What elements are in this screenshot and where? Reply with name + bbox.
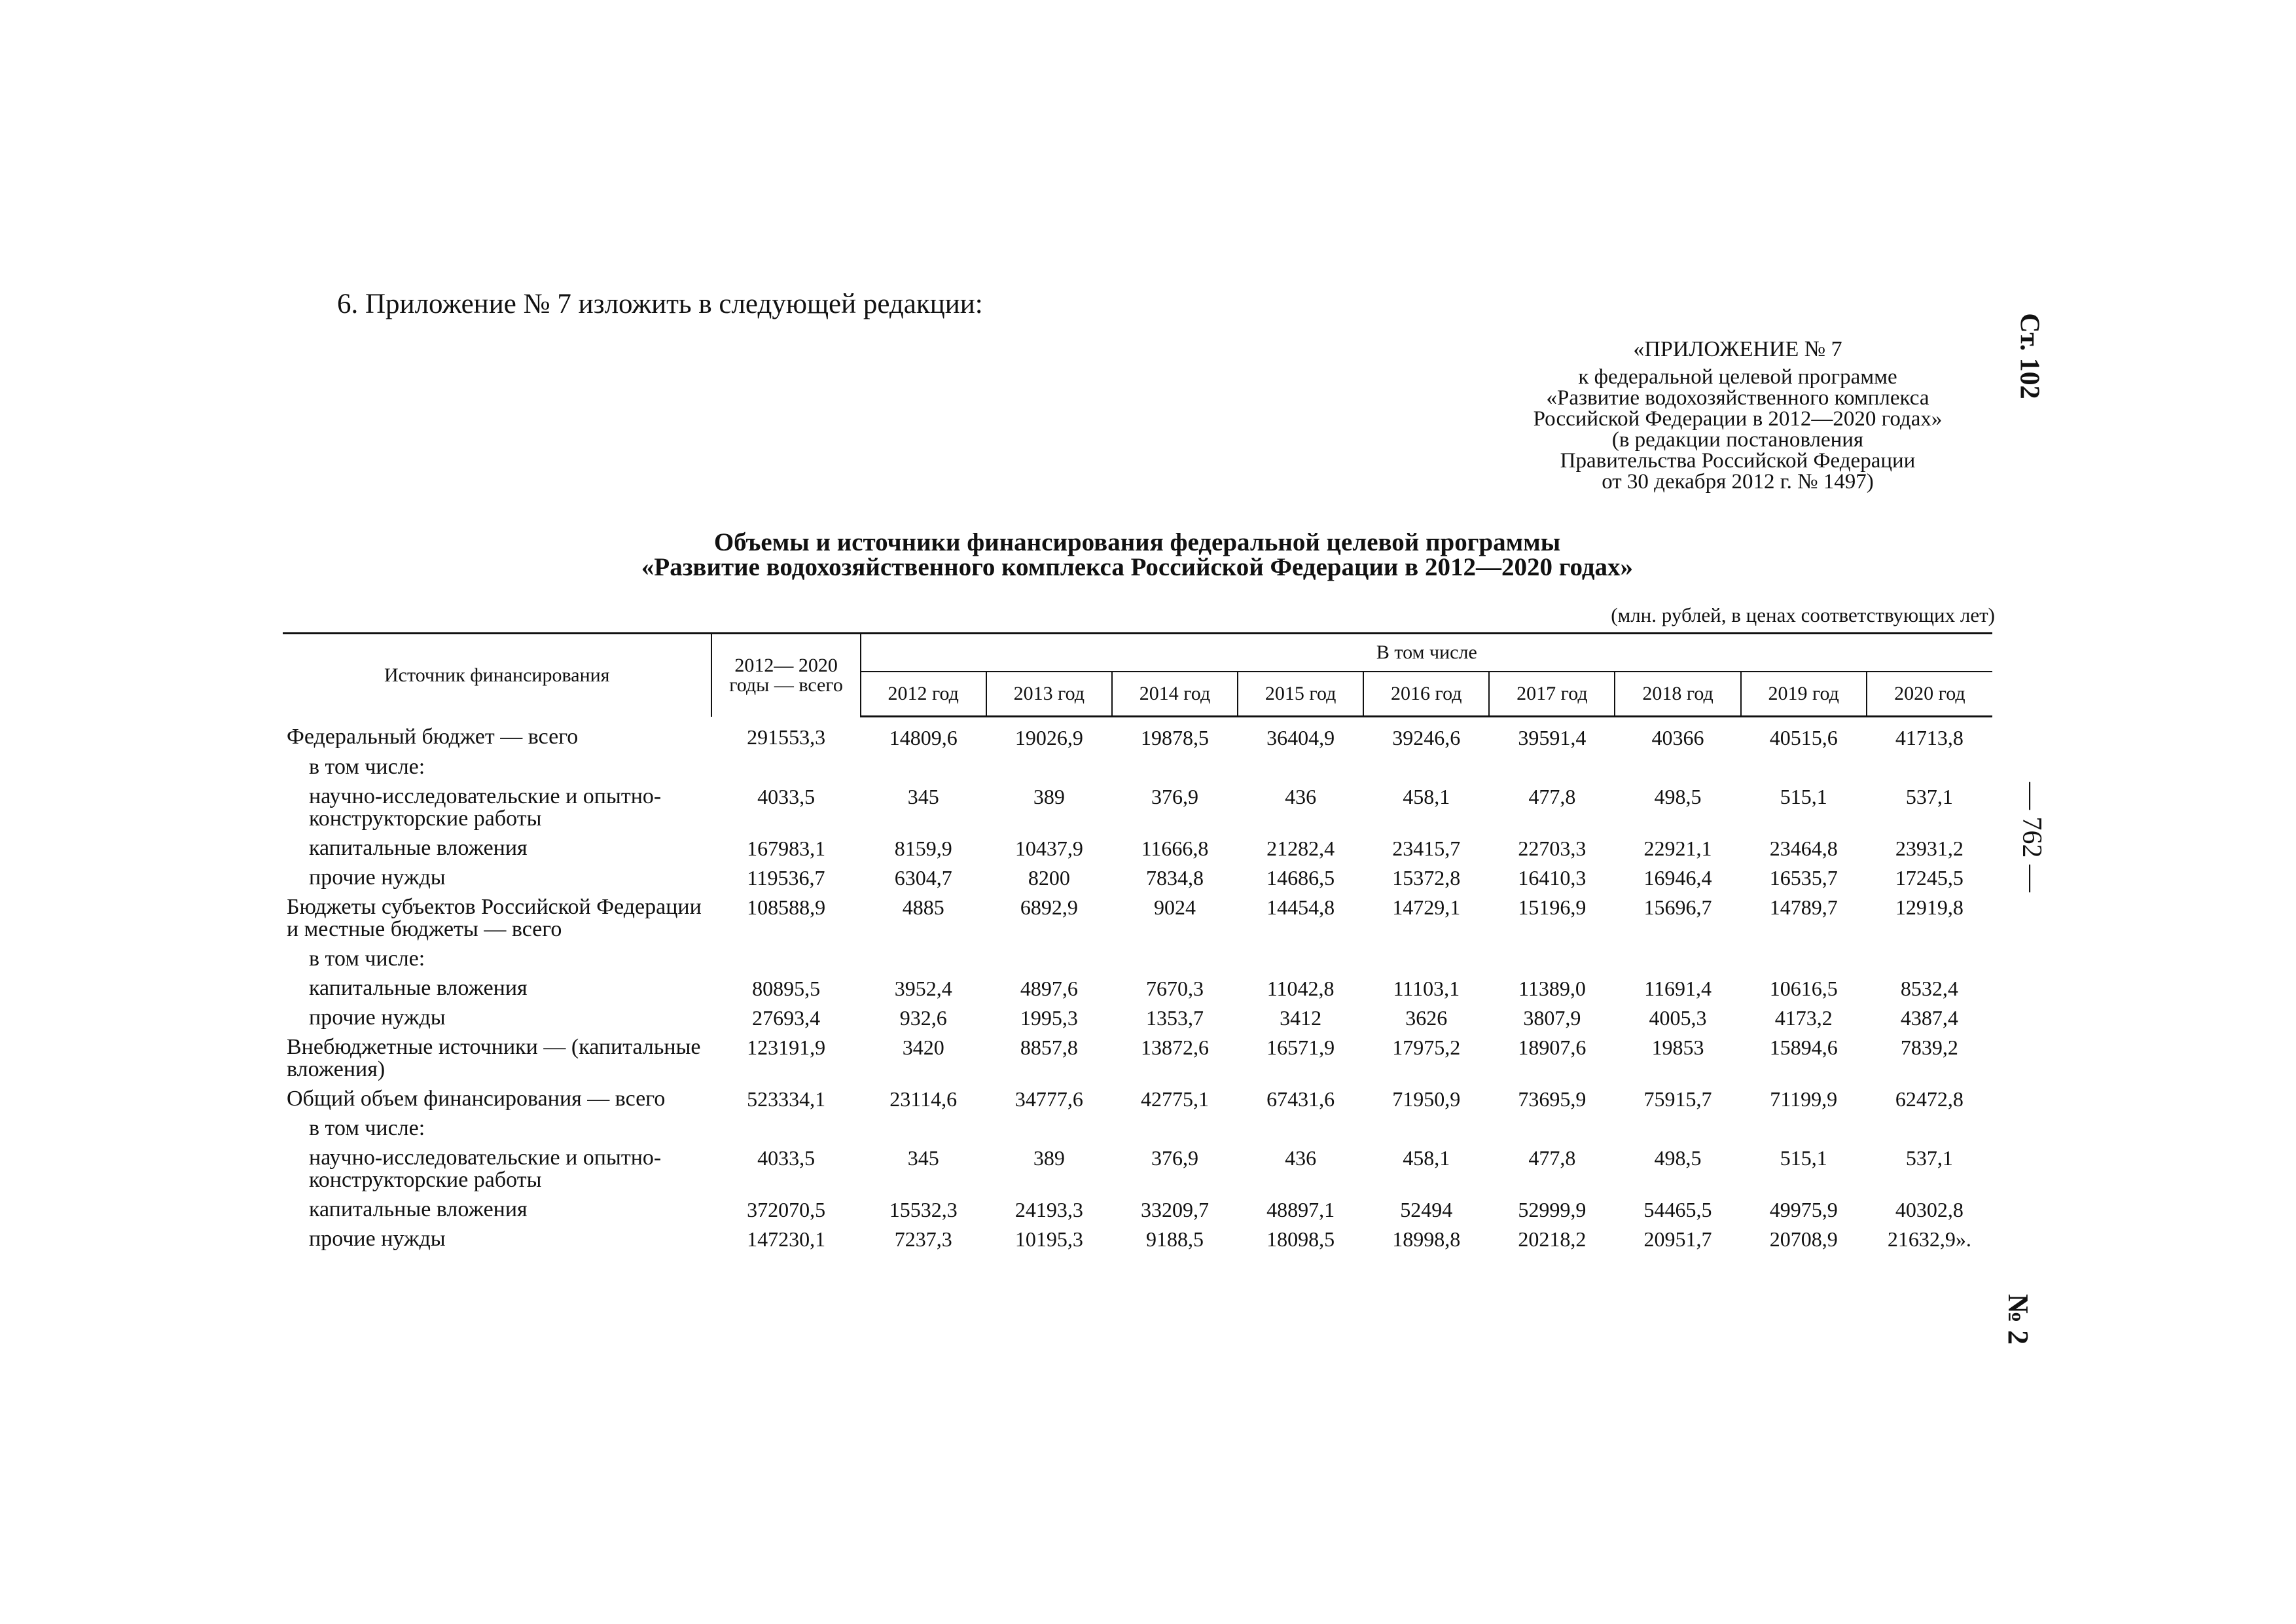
cell-year: 6892,9 <box>1020 895 1078 919</box>
margin-page-number: — 762 — <box>2017 782 2047 892</box>
cell-year: 22921,1 <box>1643 837 1712 860</box>
cell-year <box>1489 1113 1615 1142</box>
cell-year: 40302,8 <box>1895 1198 1964 1221</box>
cell-year <box>1112 1113 1238 1142</box>
cell-year: 7237,3 <box>894 1227 952 1251</box>
table-row <box>283 1142 1992 1194</box>
table-row <box>283 1083 1992 1113</box>
cell-year <box>1615 751 1740 781</box>
cell-year: 18098,5 <box>1266 1227 1335 1251</box>
cell-year: 537,1 <box>1905 785 1953 808</box>
cell-year <box>1363 1113 1489 1142</box>
cell-year: 498,5 <box>1654 785 1702 808</box>
header-year: 2016 год <box>1363 672 1489 717</box>
cell-year: 7834,8 <box>1145 866 1204 890</box>
appendix-title: «ПРИЛОЖЕНИЕ № 7 <box>1633 337 1842 361</box>
cell-year: 41713,8 <box>1895 726 1964 749</box>
document-title <box>281 530 1993 580</box>
cell-year: 23114,6 <box>889 1087 958 1111</box>
table-row <box>283 973 1992 1002</box>
cell-year: 19878,5 <box>1140 726 1209 749</box>
cell-year: 71199,9 <box>1770 1087 1838 1111</box>
cell-year: 8532,4 <box>1900 977 1958 1000</box>
cell-year: 19026,9 <box>1014 726 1083 749</box>
table-row <box>283 717 1992 752</box>
cell-year: 7839,2 <box>1900 1036 1958 1059</box>
cell-year: 3420 <box>902 1036 944 1059</box>
header-year: 2020 год <box>1867 672 1992 717</box>
cell-year: 67431,6 <box>1266 1087 1335 1111</box>
cell-year <box>1238 943 1363 973</box>
cell-total: 4033,5 <box>757 1146 816 1170</box>
cell-total: 123191,9 <box>747 1036 826 1059</box>
table-row <box>283 833 1992 862</box>
cell-year: 3412 <box>1280 1006 1322 1030</box>
cell-year: 9024 <box>1153 895 1196 919</box>
cell-year <box>1741 1113 1867 1142</box>
cell-year: 23931,2 <box>1895 837 1964 860</box>
cell-year: 21282,4 <box>1266 837 1335 860</box>
cell-year: 389 <box>1033 1146 1065 1170</box>
cell-year: 42775,1 <box>1140 1087 1209 1111</box>
cell-year: 376,9 <box>1151 785 1198 808</box>
cell-year: 345 <box>907 785 939 808</box>
cell-year: 11042,8 <box>1266 977 1335 1000</box>
cell-year <box>986 1113 1112 1142</box>
cell-year: 18907,6 <box>1518 1036 1587 1059</box>
cell-year: 10195,3 <box>1014 1227 1083 1251</box>
cell-year: 20708,9 <box>1769 1227 1838 1251</box>
cell-year: 12919,8 <box>1895 895 1964 919</box>
row-label: прочие нужды <box>309 1005 446 1030</box>
cell-year: 4897,6 <box>1020 977 1078 1000</box>
cell-year: 436 <box>1285 1146 1317 1170</box>
cell-year: 14809,6 <box>889 726 958 749</box>
cell-total <box>711 751 860 781</box>
cell-year: 15372,8 <box>1392 866 1461 890</box>
cell-year: 62472,8 <box>1895 1087 1964 1111</box>
cell-year: 19853 <box>1651 1036 1704 1059</box>
cell-year: 3807,9 <box>1523 1006 1581 1030</box>
cell-year <box>861 1113 986 1142</box>
cell-year: 52999,9 <box>1518 1198 1587 1221</box>
cell-year: 15532,3 <box>889 1198 958 1221</box>
table-body <box>283 717 1992 1254</box>
cell-year: 20951,7 <box>1643 1227 1712 1251</box>
cell-year: 16410,3 <box>1518 866 1587 890</box>
cell-total <box>711 943 860 973</box>
cell-year <box>1363 943 1489 973</box>
cell-year: 11691,4 <box>1644 977 1712 1000</box>
appendix-line: «Развитие водохозяйственного комплекса <box>1546 386 1929 410</box>
cell-year: 16571,9 <box>1266 1036 1335 1059</box>
appendix-line: к федеральной целевой программе <box>1578 365 1897 389</box>
row-label: прочие нужды <box>309 865 446 890</box>
header-year: 2017 год <box>1489 672 1615 717</box>
header-total: 2012— 2020 годы — всего <box>711 634 860 717</box>
cell-year: 15696,7 <box>1643 895 1712 919</box>
cell-year <box>1238 1113 1363 1142</box>
cell-year: 9188,5 <box>1145 1227 1204 1251</box>
row-label: в том числе: <box>309 947 425 971</box>
cell-year: 515,1 <box>1780 785 1827 808</box>
cell-year: 1353,7 <box>1145 1006 1204 1030</box>
header-year: 2015 год <box>1238 672 1363 717</box>
cell-year: 8857,8 <box>1020 1036 1078 1059</box>
cell-year: 4387,4 <box>1900 1006 1958 1030</box>
cell-year: 932,6 <box>899 1006 947 1030</box>
cell-year <box>986 751 1112 781</box>
cell-total <box>711 1113 860 1142</box>
appendix-line: (в редакции постановления <box>1611 428 1864 452</box>
table-row <box>283 943 1992 973</box>
document-title-line-1: Объемы и источники финансирования федеральной целевой программы <box>713 528 1561 556</box>
cell-year <box>1867 943 1992 973</box>
cell-year <box>1112 943 1238 973</box>
cell-year: 34777,6 <box>1014 1087 1083 1111</box>
cell-year: 33209,7 <box>1140 1198 1209 1221</box>
table-row <box>283 892 1992 943</box>
cell-year: 16535,7 <box>1769 866 1838 890</box>
appendix-line: Российской Федерации в 2012—2020 годах» <box>1533 407 1943 431</box>
row-label: капитальные вложения <box>309 836 528 860</box>
cell-year: 40366 <box>1651 726 1704 749</box>
appendix-heading <box>1463 339 2013 492</box>
cell-year: 458,1 <box>1403 1146 1450 1170</box>
cell-total: 372070,5 <box>747 1198 826 1221</box>
cell-year: 7670,3 <box>1145 977 1204 1000</box>
cell-total: 119536,7 <box>747 866 825 890</box>
table-row <box>283 1113 1992 1142</box>
cell-year: 18998,8 <box>1392 1227 1461 1251</box>
cell-total: 108588,9 <box>747 895 826 919</box>
cell-year: 8159,9 <box>894 837 952 860</box>
cell-year: 48897,1 <box>1266 1198 1335 1221</box>
cell-year: 537,1 <box>1905 1146 1953 1170</box>
cell-year: 10437,9 <box>1014 837 1083 860</box>
table-row <box>283 1032 1992 1083</box>
cell-year: 515,1 <box>1780 1146 1827 1170</box>
table-row <box>283 1223 1992 1253</box>
cell-year: 4005,3 <box>1649 1006 1707 1030</box>
header-year: 2019 год <box>1741 672 1867 717</box>
amendment-intro: 6. Приложение № 7 изложить в следующей редакции: <box>337 289 983 319</box>
cell-year: 345 <box>907 1146 939 1170</box>
row-label: Федеральный бюджет — всего <box>287 724 579 749</box>
cell-year: 10616,5 <box>1769 977 1838 1000</box>
document-title-line-2: «Развитие водохозяйственного комплекса Российской Федерации в 2012—2020 годах» <box>641 553 1634 581</box>
cell-year <box>986 943 1112 973</box>
units-note: (млн. рублей, в ценах соответствующих лет) <box>1611 604 1995 626</box>
header-year: 2018 год <box>1615 672 1740 717</box>
cell-year <box>1615 1113 1740 1142</box>
cell-year: 14789,7 <box>1769 895 1838 919</box>
cell-year: 15894,6 <box>1769 1036 1838 1059</box>
cell-year: 458,1 <box>1403 785 1450 808</box>
cell-year: 39246,6 <box>1392 726 1461 749</box>
cell-year: 13872,6 <box>1140 1036 1209 1059</box>
cell-year: 73695,9 <box>1518 1087 1587 1111</box>
row-label: прочие нужды <box>309 1227 446 1251</box>
cell-year <box>1238 751 1363 781</box>
cell-total: 167983,1 <box>747 837 826 860</box>
header-group: В том числе <box>861 634 1992 672</box>
cell-year: 376,9 <box>1151 1146 1198 1170</box>
row-label: в том числе: <box>309 1116 425 1140</box>
cell-year <box>1489 751 1615 781</box>
cell-year <box>1363 751 1489 781</box>
cell-year: 39591,4 <box>1518 726 1587 749</box>
cell-year <box>1867 1113 1992 1142</box>
cell-year <box>861 943 986 973</box>
cell-year: 17245,5 <box>1895 866 1964 890</box>
row-label: капитальные вложения <box>309 1197 528 1221</box>
cell-year: 11103,1 <box>1393 977 1460 1000</box>
cell-total: 523334,1 <box>747 1087 826 1111</box>
header-year: 2014 год <box>1112 672 1238 717</box>
cell-year <box>1741 943 1867 973</box>
cell-year: 40515,6 <box>1769 726 1838 749</box>
cell-year <box>1489 943 1615 973</box>
cell-year <box>1741 751 1867 781</box>
table-row <box>283 1002 1992 1032</box>
cell-year: 6304,7 <box>894 866 952 890</box>
cell-year: 11389,0 <box>1518 977 1586 1000</box>
header-year: 2012 год <box>861 672 986 717</box>
cell-year <box>861 751 986 781</box>
cell-year: 16946,4 <box>1643 866 1712 890</box>
cell-year: 477,8 <box>1528 1146 1576 1170</box>
cell-year: 4885 <box>902 895 944 919</box>
cell-year: 24193,3 <box>1014 1198 1083 1221</box>
row-label: научно-исследовательские и опытно-конструкторские работы <box>309 1146 662 1192</box>
cell-year: 71950,9 <box>1392 1087 1461 1111</box>
row-label: научно-исследовательские и опытно-конструкторские работы <box>309 784 662 831</box>
appendix-line: Правительства Российской Федерации <box>1560 449 1916 473</box>
cell-total: 80895,5 <box>752 977 821 1000</box>
cell-year: 36404,9 <box>1266 726 1335 749</box>
cell-year: 498,5 <box>1654 1146 1702 1170</box>
cell-total: 291553,3 <box>747 725 826 749</box>
cell-year: 49975,9 <box>1769 1198 1838 1221</box>
cell-year: 11666,8 <box>1141 837 1209 860</box>
row-label: Внебюджетные источники — (капитальные вложения) <box>287 1035 701 1081</box>
cell-year: 52494 <box>1400 1198 1453 1221</box>
cell-year: 17975,2 <box>1392 1036 1461 1059</box>
margin-page-reference: Ст. 102 <box>2014 313 2045 399</box>
cell-year: 1995,3 <box>1020 1006 1078 1030</box>
cell-year: 8200 <box>1028 866 1070 890</box>
table-row <box>283 781 1992 833</box>
table-row <box>283 751 1992 781</box>
header-year: 2013 год <box>986 672 1112 717</box>
cell-year: 477,8 <box>1528 785 1576 808</box>
cell-total: 4033,5 <box>757 785 816 808</box>
margin-issue-number: № 2 <box>2002 1293 2035 1345</box>
cell-year <box>1615 943 1740 973</box>
cell-year: 3952,4 <box>894 977 952 1000</box>
cell-year <box>1867 751 1992 781</box>
cell-year: 389 <box>1033 785 1065 808</box>
cell-year: 75915,7 <box>1643 1087 1712 1111</box>
cell-total: 147230,1 <box>747 1227 826 1251</box>
row-label: в том числе: <box>309 755 425 779</box>
cell-year: 3626 <box>1405 1006 1448 1030</box>
financing-table <box>283 632 1992 1253</box>
table-row <box>283 1194 1992 1223</box>
header-source: Источник финансирования <box>283 634 711 717</box>
cell-year: 22703,3 <box>1518 837 1587 860</box>
cell-year: 20218,2 <box>1518 1227 1587 1251</box>
cell-year: 15196,9 <box>1518 895 1587 919</box>
table-row <box>283 862 1992 892</box>
cell-year: 23464,8 <box>1769 837 1838 860</box>
row-label: Бюджеты субъектов Российской Федерации и местные бюджеты — всего <box>287 895 702 941</box>
cell-year: 436 <box>1285 785 1317 808</box>
row-label: Общий объем финансирования — всего <box>287 1087 666 1111</box>
cell-year: 23415,7 <box>1392 837 1461 860</box>
cell-total: 27693,4 <box>752 1006 821 1030</box>
cell-year: 14729,1 <box>1392 895 1461 919</box>
appendix-line: от 30 декабря 2012 г. № 1497) <box>1602 470 1874 494</box>
row-label: капитальные вложения <box>309 976 528 1000</box>
cell-year: 21632,9». <box>1887 1227 1971 1251</box>
cell-year <box>1112 751 1238 781</box>
cell-year: 14454,8 <box>1266 895 1335 919</box>
cell-year: 14686,5 <box>1266 866 1335 890</box>
cell-year: 4173,2 <box>1774 1006 1833 1030</box>
cell-year: 54465,5 <box>1643 1198 1712 1221</box>
